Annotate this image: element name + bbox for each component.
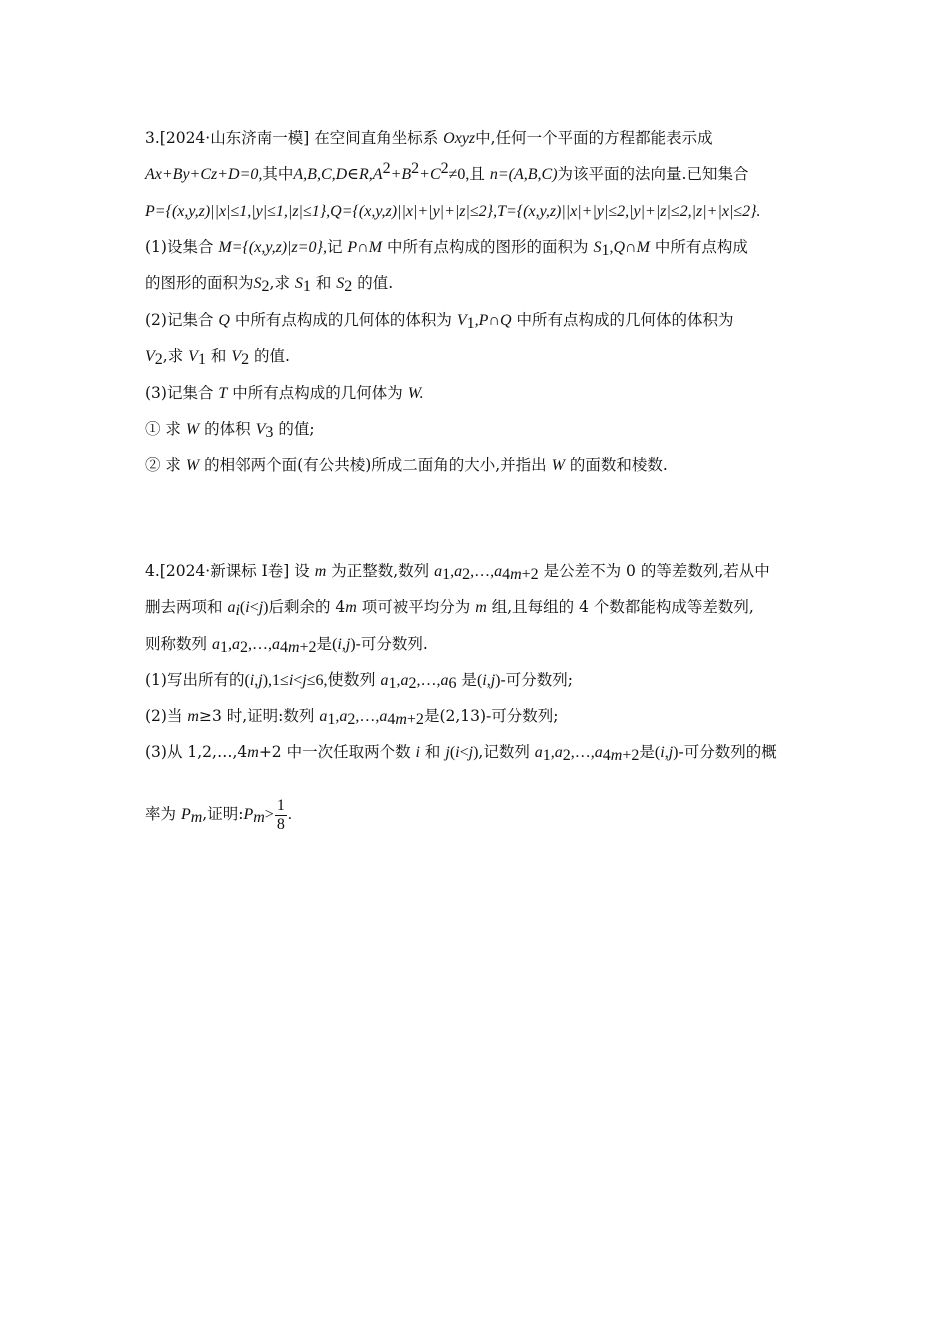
- math: Oxyz: [443, 130, 476, 147]
- p4-line-2: 删去两项和 $a_i(i<j)$后剩余的 4m 项可被平均分为 m 组,且每组的 4 个数都能构成等差数列,: [145, 598, 754, 619]
- text: 是(2,13)-可分数列;: [423, 707, 559, 725]
- text: 是: [639, 743, 655, 761]
- p3-q1-line-2: 的图形的面积为$S_2$,求 $S_1$ 和 $S_2$ 的值.: [145, 274, 394, 295]
- problem-source: [2024·山东济南一模]: [159, 129, 310, 147]
- p3-q1-line-1: (1)设集合 M={(x,y,z)|z=0},记 P∩M 中所有点构成的图形的面积为 $S_1,Q\cap M$ 中所有点构成: [145, 238, 748, 259]
- p3-line-2: Ax+By+Cz+D=0,其中$A,B,C,D\in R,A^2+B^2+C^2\ne 0$,且 n=(A,B,C)为该平面的法向量.已知集合: [145, 160, 749, 183]
- text: ① 求: [145, 420, 181, 438]
- math: Q: [218, 312, 230, 329]
- text: 且: [469, 165, 485, 183]
- text: 其中: [262, 165, 294, 183]
- text: 的相邻两个面(有公共棱)所成二面角的大小,并指出: [204, 456, 547, 474]
- text: 是: [316, 635, 333, 653]
- text: 和: [210, 347, 227, 365]
- p3-q3-line: [145, 383, 424, 404]
- math: ,1≤: [268, 672, 289, 689]
- p4-q2-line: (2)当 m≥3 时,证明:数列 $a_1,a_2,\dots,a_{4m+2}$是(2,13)-可分数列;: [145, 707, 559, 728]
- p4-q3-line-2: 率为 $P_m$,证明$:P_m>$ $\frac{1}{8}$ .: [145, 796, 292, 833]
- p3-line-3: [145, 201, 761, 222]
- text: 则称数列: [145, 635, 208, 653]
- text: 中所有点构成的图形的面积为: [387, 238, 589, 256]
- math: S: [253, 275, 262, 292]
- text: 的值.: [357, 274, 394, 292]
- problem-number: 4.: [145, 562, 160, 580]
- problem-number: 3.: [145, 129, 160, 147]
- text: 中,任何一个平面的方程都能表示成: [475, 129, 713, 147]
- text: 记: [326, 238, 343, 256]
- math: T: [218, 385, 228, 402]
- text: 项可被平均分为: [361, 598, 471, 616]
- text: 后剩余的 4: [268, 598, 346, 616]
- text: ≥3 时,证明:数列: [198, 707, 315, 725]
- text: 的体积: [204, 420, 251, 438]
- text: 的值;: [278, 420, 315, 438]
- text: 中所有点构成的几何体的体积为: [516, 311, 734, 329]
- math: W.: [407, 385, 424, 402]
- math: Ax+By+Cz+D=0,: [145, 166, 263, 183]
- math: ,Q∩M: [609, 239, 650, 256]
- text: ≤6,使数列: [306, 672, 376, 689]
- text: (1)设集合: [145, 238, 214, 256]
- p4-q3-line: (3)从 1,2,…,4m+2 中一次任取两个数 i 和 j(i<j),记数列 $a_1,a_2,\dots,a_{4m+2}$是(i,j)-可分数列的概: [145, 743, 777, 764]
- math: V: [456, 312, 467, 329]
- text: 为正整数,数列: [331, 562, 430, 580]
- math: ≠0,: [448, 166, 470, 183]
- math: n=(A,B,C): [489, 166, 558, 183]
- math: S: [593, 239, 602, 256]
- p4-line-1: 4.[2024·新课标 Ⅰ卷] 设 m 为正整数,数列 $a_1,a_2,\dots,a_{4m+2}$ 是公差不为 0 的等差数列,若从中: [145, 562, 770, 583]
- math: +B: [390, 166, 412, 183]
- text: 的面数和棱数.: [569, 456, 668, 474]
- text: 和: [424, 743, 441, 761]
- text: 的图形的面积为: [145, 274, 254, 292]
- text: ,求: [269, 274, 290, 292]
- text: +2 中一次任取两个数: [258, 743, 411, 761]
- math: A,B,C,D∈R,A: [293, 166, 383, 183]
- p3-q2-line-1: (2)记集合 Q 中所有点构成的几何体的体积为 $V_1,P\cap Q$ 中所有点构成的几何体的体积为: [145, 311, 734, 332]
- fraction-denominator: 8: [276, 815, 285, 833]
- text: (2)当: [145, 707, 183, 725]
- text: ,证明:: [202, 805, 244, 823]
- text: 中所有点构成的几何体的体积为: [234, 311, 452, 329]
- p4-q1-line: (1)写出所有的(i,j),1≤i<j≤6,使数列 $a_1,a_2,\dots,a_6$ 是(i,j)-可分数列;: [145, 671, 573, 692]
- text: -可分数列的概: [678, 743, 777, 761]
- text: 删去两项和: [145, 598, 223, 616]
- set-definitions: P={(x,y,z)||x|≤1,|y|≤1,|z|≤1},Q={(x,y,z)||x|+|y|+|z|≤2},T={(x,y,z)||x|+|y|≤2,|y|+|z|≤2,|z|+|x|≤2}.: [145, 203, 761, 220]
- text: (3)记集合: [145, 384, 214, 402]
- p3-q2-line-2: $V_2$,求 $V_1$ 和 $V_2$ 的值.: [145, 347, 290, 368]
- text: 组,且每组的 4 个数都能构成等差数列,: [491, 598, 754, 616]
- math: m: [314, 563, 327, 580]
- text: 中所有点构成: [654, 238, 748, 256]
- text: (2)记集合: [145, 311, 214, 329]
- text: 设: [294, 562, 310, 580]
- p3-q3-2-line: ② 求 W 的相邻两个面(有公共棱)所成二面角的大小,并指出 W 的面数和棱数.: [145, 456, 668, 474]
- text: 中所有点构成的几何体为: [232, 384, 403, 402]
- text: (1)写出所有的: [145, 671, 245, 689]
- math: ,P∩Q: [474, 312, 512, 329]
- fraction: [275, 797, 287, 834]
- text: 率为: [145, 805, 177, 823]
- text: -可分数列;: [500, 671, 573, 689]
- math: +C: [419, 166, 441, 183]
- problem-source: [2024·新课标 Ⅰ卷]: [159, 562, 290, 580]
- fraction-numerator: 1: [276, 796, 285, 814]
- text: ,求: [162, 347, 184, 365]
- text: ,记数列: [478, 743, 530, 761]
- p4-line-3: 则称数列 $a_1,a_2,\dots,a_{4m+2}$是(i,j)-可分数列.: [145, 635, 428, 656]
- p3-q3-1-line: ① 求 W 的体积 $V_3$ 的值;: [145, 420, 315, 441]
- math: M={(x,y,z)|z=0},: [218, 239, 327, 256]
- text: ② 求: [145, 456, 181, 474]
- text: 的值.: [254, 347, 290, 365]
- text: -可分数列.: [355, 635, 428, 653]
- text: 在空间直角坐标系: [314, 129, 439, 147]
- text: (3)从 1,2,…,4: [145, 743, 248, 761]
- math: P∩M: [347, 239, 383, 256]
- text: 和: [315, 274, 332, 292]
- text: 为该平面的法向量.已知集合: [557, 165, 749, 183]
- text: 是公差不为 0 的等差数列,若从中: [543, 562, 770, 580]
- text: 是: [461, 671, 477, 689]
- p3-line-1: [145, 128, 713, 149]
